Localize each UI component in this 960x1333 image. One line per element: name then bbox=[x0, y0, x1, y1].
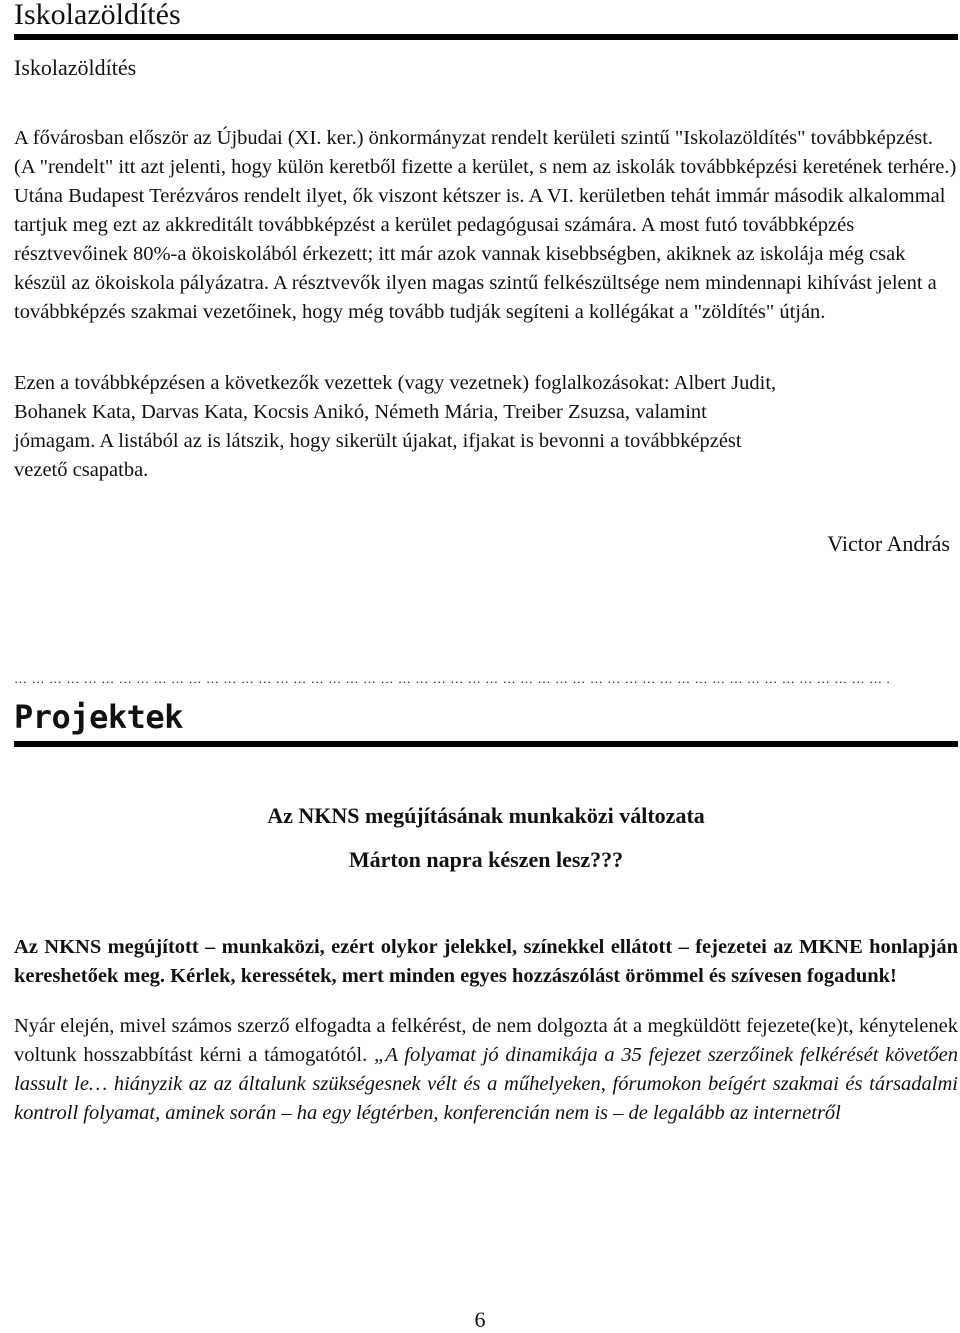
article-subtitle: Iskolazöldítés bbox=[14, 55, 137, 80]
paragraph-2-line: jómagam. A listából az is látszik, hogy sikerült újakat, ifjakat is bevonni a továbbképzést bbox=[14, 430, 742, 452]
paragraph-2-line: vezető csapatba. bbox=[14, 459, 149, 481]
article-paragraph-1: A fővárosban először az Újbudai (XI. ker.) önkormányzat rendelt kerületi szintű "Iskolazöldítés" továbbképzést. (A "rendelt" itt azt jelenti, hogy külön keretből fizette a kerület, s nem az iskolák továbbképzési keretének terhére.) Utána Budapest Terézváros rendelt ilyet, ők viszont kétszer is. A VI. kerületben tehát immár második alkalommal tartjuk meg ezt az akkreditált továbbképzést a kerület pedagógusai számára. A most futó továbbképzés résztvevőinek 80%-a ökoiskolából érkezett; itt már azok vannak kisebbségben, akiknek az iskolája még csak készül az ökoiskola pályázatra. A résztvevők ilyen magas szintű felkészültsége nem mindennapi kihívást jelent a továbbképzés szakmai vezetőinek, hogy még tovább tudják segíteni a kollégákat a "zöldítés" útján. bbox=[14, 127, 957, 323]
projects-heading-1: Az NKNS megújításának munkaközi változata bbox=[267, 803, 705, 828]
page-number: 6 bbox=[474, 1307, 486, 1332]
projects-paragraph bbox=[14, 1012, 958, 1128]
section-title-projects: Projektek bbox=[14, 698, 183, 736]
projects-heading-2: Márton napra készen lesz??? bbox=[348, 847, 624, 872]
title-rule bbox=[14, 34, 958, 40]
page-title: Iskolazöldítés bbox=[14, 0, 181, 31]
paragraph-quote-text: „A folyamat jó dinamikája a 35 fejezet szerzőinek felkérését követően lassult le… hiányzik az az általunk szükségesnek vélt és a műhelyeken, fórumokon beígért szakmai és társadalmi kontroll folyamat, aminek során – ha egy légtérben, konferencián nem is – de legalább az internetről bbox=[14, 1043, 959, 1124]
section-rule bbox=[14, 741, 958, 747]
dotted-separator: … … … … … … … … … … … … … … … … … … … … … … … … … … … … … … … … … … … … … … … … … … … … … … … … … … . bbox=[14, 671, 891, 686]
author-signature: Victor András bbox=[827, 531, 950, 556]
paragraph-2-line: Bohanek Kata, Darvas Kata, Kocsis Anikó, Németh Mária, Treiber Zsuzsa, valamint bbox=[14, 401, 707, 423]
paragraph-plain-text: Nyár elején, mivel számos szerző elfogadta a felkérést, de nem dolgozta át a megküldött fejezete(ke)t, kénytelenek voltunk hosszabbítást kérni a támogatótól. bbox=[14, 1014, 958, 1066]
article-paragraph-2 bbox=[14, 369, 958, 485]
projects-bold-paragraph: Az NKNS megújított – munkaközi, ezért olykor jelekkel, színekkel ellátott – fejezetei az MKNE honlapján kereshetőek meg. Kérlek, keressétek, mert minden egyes hozzászólást örömmel és szívesen fogadunk! bbox=[14, 936, 958, 987]
paragraph-2-line: Ezen a továbbképzésen a következők vezettek (vagy vezetnek) foglalkozásokat: Albert Judit, bbox=[14, 372, 777, 394]
document-page bbox=[14, 0, 958, 1148]
